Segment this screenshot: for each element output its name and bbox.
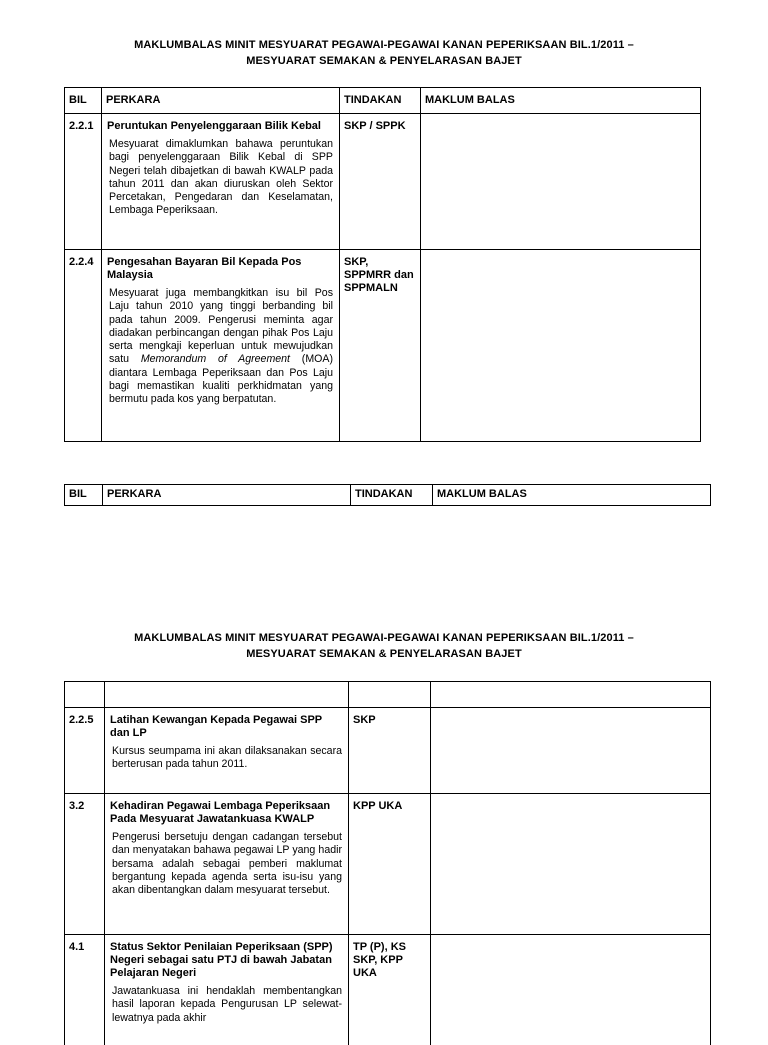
table-row: [65, 935, 711, 1045]
item-title: Latihan Kewangan Kepada Pegawai SPP dan LP: [110, 714, 322, 739]
document-title-line1: MAKLUMBALAS MINIT MESYUARAT PEGAWAI-PEGAWAI KANAN PEPERIKSAAN BIL.1/2011 –: [134, 39, 634, 51]
item-title: Peruntukan Penyelenggaraan Bilik Kebal: [107, 120, 321, 132]
item-title: Status Sektor Penilaian Peperiksaan (SPP) Negeri sebagai satu PTJ di bawah Jabatan Pelajaran Negeri: [110, 941, 333, 979]
header-maklum-balas: MAKLUM BALAS: [421, 88, 701, 114]
header-blank: [105, 682, 349, 708]
item-body: [107, 287, 335, 407]
table-header-row: [65, 88, 701, 114]
row-tindakan: SKP / SPPK: [340, 114, 421, 250]
header-blank: [65, 682, 105, 708]
row-maklum-balas[interactable]: [421, 114, 701, 250]
header-perkara: PERKARA: [103, 485, 351, 506]
row-bil: 3.2: [65, 794, 105, 935]
item-body: Kursus seumpama ini akan dilaksanakan secara berterusan pada tahun 2011.: [112, 745, 342, 771]
row-bil: 2.2.1: [65, 114, 102, 250]
row-maklum-balas[interactable]: [431, 708, 711, 794]
table-row: [65, 794, 711, 935]
row-bil: 2.2.4: [65, 250, 102, 442]
row-maklum-balas[interactable]: [431, 935, 711, 1045]
row-perkara: [102, 114, 340, 250]
header-tindakan: TINDAKAN: [351, 485, 433, 506]
header-perkara: PERKARA: [102, 88, 340, 114]
row-perkara: [105, 708, 349, 794]
item-body: Mesyuarat dimaklumkan bahawa peruntukan bagi penyelenggaraan Bilik Kebal di SPP Negeri telah dibajetkan di bawah KWALP pada tahun 2011 dan akan diuruskan oleh Sektor Percetakan, Pengedaran dan Keselamatan, Lembaga Peperiksaan.: [109, 138, 333, 217]
row-perkara: [105, 935, 349, 1045]
item-title: Kehadiran Pegawai Lembaga Peperiksaan Pada Mesyuarat Jawatankuasa KWALP: [110, 800, 331, 825]
row-tindakan: TP (P), KS SKP, KPP UKA: [349, 935, 431, 1045]
item-body-text: (MOA) diantara Lembaga Peperiksaan dan Pos Laju bagi memastikan kualiti perkhidmatan yang bermutu pada kos yang berpatutan.: [109, 353, 333, 406]
row-tindakan: KPP UKA: [349, 794, 431, 935]
item-body: Jawatankuasa ini hendaklah membentangkan hasil laporan kepada Pengurusan LP selewat-lewatnya pada akhir: [112, 985, 342, 1024]
header-maklum-balas: MAKLUM BALAS: [433, 485, 711, 506]
minutes-table-1: [64, 87, 701, 442]
header-blank: [431, 682, 711, 708]
header-bil: BIL: [65, 88, 102, 114]
minutes-table-2: [64, 484, 711, 506]
table-row: [65, 250, 701, 442]
row-perkara: [102, 250, 340, 442]
table-row: [65, 708, 711, 794]
table-header-row: [65, 485, 711, 506]
header-tindakan: TINDAKAN: [340, 88, 421, 114]
document-title-line2: MESYUARAT SEMAKAN & PENYELARASAN BAJET: [246, 648, 522, 660]
row-bil: 4.1: [65, 935, 105, 1045]
row-perkara: [105, 794, 349, 935]
item-body-italic: Memorandum of Agreement: [140, 353, 291, 366]
row-tindakan: SKP: [349, 708, 431, 794]
row-tindakan: SKP, SPPMRR dan SPPMALN: [340, 250, 421, 442]
minutes-table-3: [64, 681, 711, 1045]
row-maklum-balas[interactable]: [431, 794, 711, 935]
item-title: Pengesahan Bayaran Bil Kepada Pos Malaysia: [107, 256, 302, 281]
table-header-row: [65, 682, 711, 708]
header-blank: [349, 682, 431, 708]
document-title-line1: MAKLUMBALAS MINIT MESYUARAT PEGAWAI-PEGAWAI KANAN PEPERIKSAAN BIL.1/2011 –: [134, 632, 634, 644]
document-title-line2: MESYUARAT SEMAKAN & PENYELARASAN BAJET: [246, 55, 522, 67]
header-bil: BIL: [65, 485, 103, 506]
item-body: Pengerusi bersetuju dengan cadangan tersebut dan menyatakan bahawa pegawai LP yang hadir bersama adalah sebagai pemberi maklumat bergantung kepada agenda serta isu-isu yang akan dibentangkan dalam mesyuarat tersebut.: [112, 831, 342, 897]
row-bil: 2.2.5: [65, 708, 105, 794]
table-row: [65, 114, 701, 250]
row-maklum-balas[interactable]: [421, 250, 701, 442]
item-body-text: Mesyuarat juga membangkitkan isu bil Pos Laju tahun 2010 yang tinggi berbanding bil pada tahun 2009. Pengerusi meminta agar diadakan perbincangan dengan pihak Pos Laju serta mengkaji keperluan untuk mewujudkan satu: [109, 287, 333, 366]
